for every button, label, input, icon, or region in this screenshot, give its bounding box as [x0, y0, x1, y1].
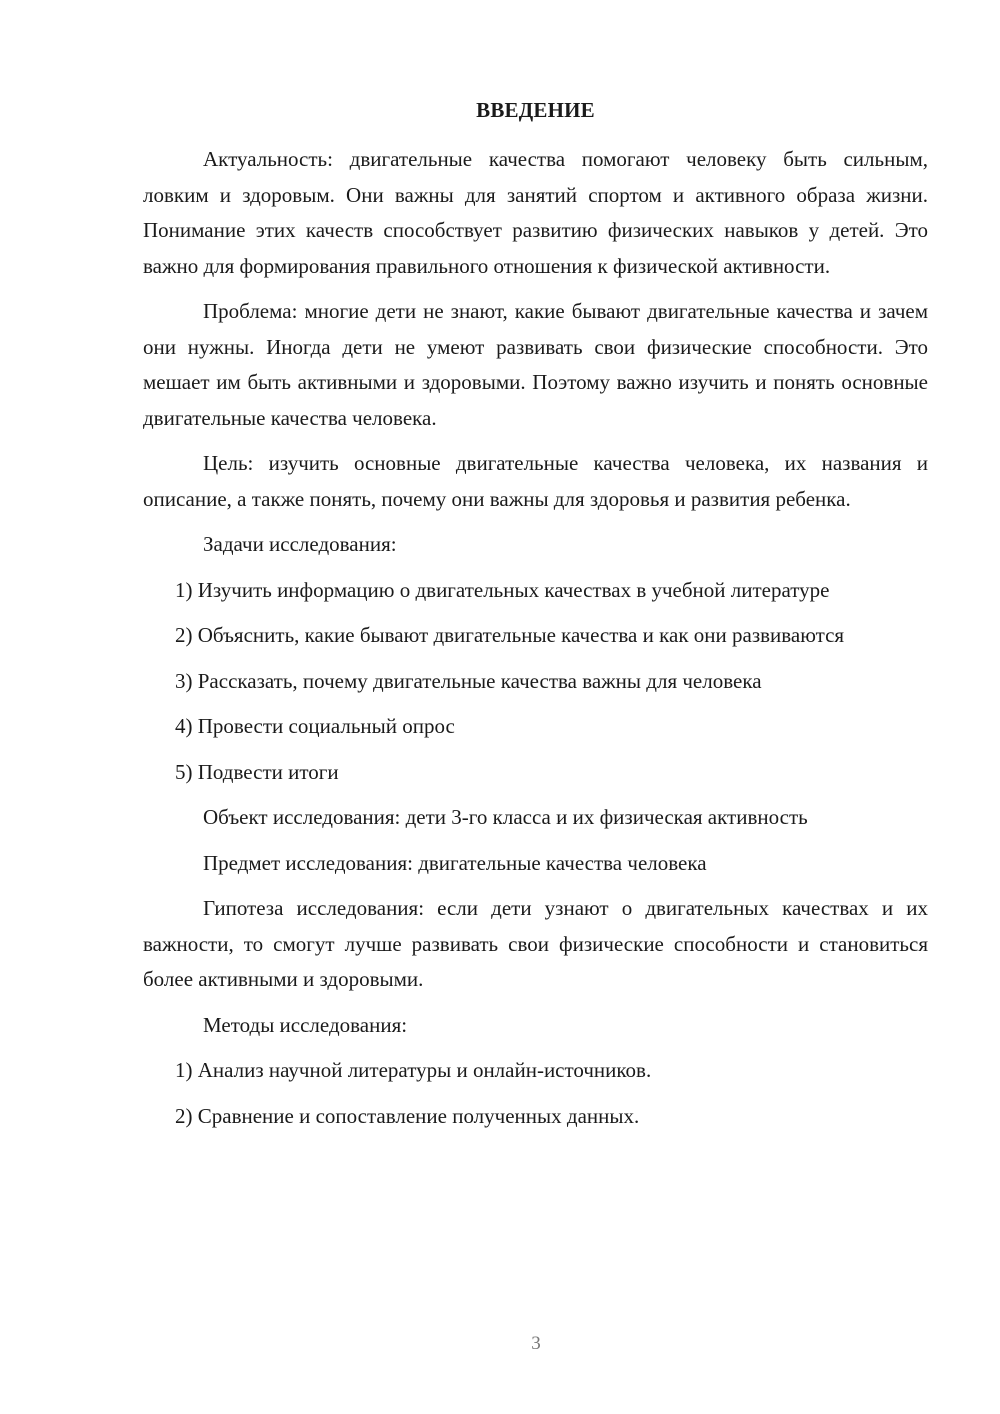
page-number: 3	[531, 1333, 541, 1354]
section-title: ВВЕДЕНИЕ	[476, 98, 595, 122]
research-subject: Предмет исследования: двигательные качества человека	[203, 850, 707, 875]
task-item: 5) Подвести итоги	[175, 759, 339, 784]
relevance-paragraph: Актуальность: двигательные качества помогают человеку быть сильным, ловким и здоровым. Они важны для занятий спортом и активного образа жизни. Понимание этих качеств способствует развитию физических навыков у детей. Это важно для формирования правильного отношения к физической активности.	[143, 147, 928, 278]
task-item: 2) Объяснить, какие бывают двигательные качества и как они развиваются	[175, 623, 845, 647]
hypothesis-paragraph: Гипотеза исследования: если дети узнают о двигательных качествах и их важности, то смогут лучше развивать свои физические способности и становиться более активными и здоровыми.	[143, 896, 928, 991]
task-item: 1) Изучить информацию о двигательных качествах в учебной литературе	[175, 577, 830, 602]
task-item: 3) Рассказать, почему двигательные качества важны для человека	[175, 668, 762, 693]
goal-paragraph: Цель: изучить основные двигательные качества человека, их названия и описание, а также понять, почему они важны для здоровья и развития ребенка.	[143, 451, 928, 511]
task-item: 4) Провести социальный опрос	[175, 714, 455, 738]
methods-heading: Методы исследования:	[203, 1012, 408, 1037]
research-object: Объект исследования: дети 3-го класса и их физическая активность	[203, 805, 808, 829]
page-content	[143, 92, 928, 1144]
tasks-heading: Задачи исследования:	[203, 532, 397, 556]
problem-paragraph: Проблема: многие дети не знают, какие бывают двигательные качества и зачем они нужны. Иногда дети не умеют развивать свои физические способности. Это мешает им быть активными и здоровыми. Поэтому важно изучить и понять основные двигательные качества человека.	[143, 299, 928, 430]
method-item: 1) Анализ научной литературы и онлайн-источников.	[175, 1058, 652, 1082]
method-item: 2) Сравнение и сопоставление полученных данных.	[175, 1103, 640, 1128]
